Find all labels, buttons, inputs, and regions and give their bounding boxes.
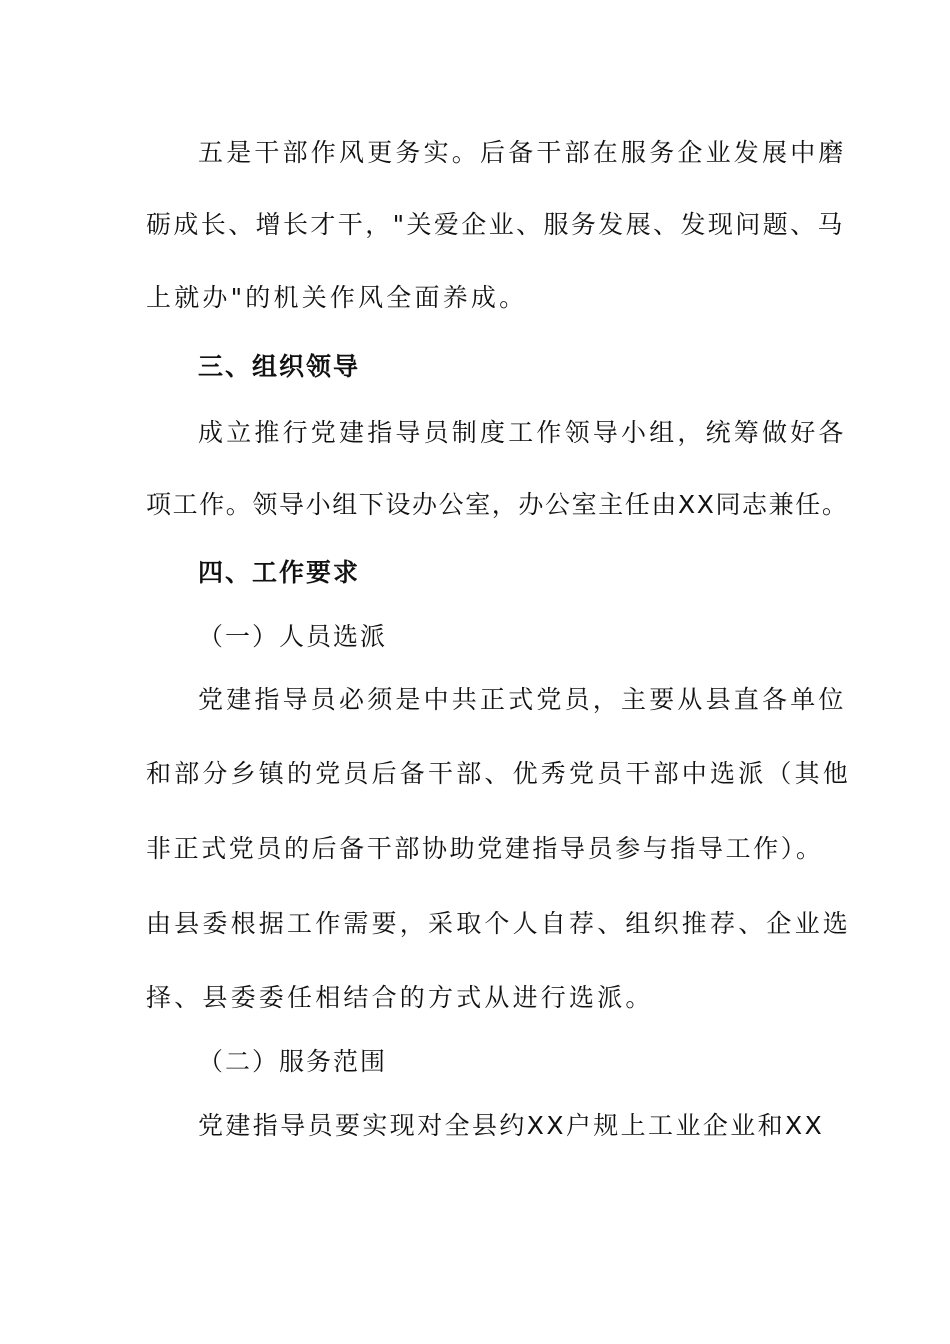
paragraph-line: 由县委根据工作需要，采取个人自荐、组织推荐、企业选 [146,909,852,938]
subsection-heading: （一）人员选派 [198,622,388,651]
paragraph-line: 成立推行党建指导员制度工作领导小组，统筹做好各 [198,418,847,447]
section-heading: 四、工作要求 [198,558,361,587]
paragraph-line: 党建指导员要实现对全县约XX户规上工业企业和XX [198,1111,825,1140]
subsection-heading: （二）服务范围 [198,1047,388,1076]
paragraph-line: 党建指导员必须是中共正式党员，主要从县直各单位 [198,685,847,714]
paragraph-line: 择、县委委任相结合的方式从进行选派。 [146,983,654,1012]
paragraph-line: 非正式党员的后备干部协助党建指导员参与指导工作）。 [146,834,824,863]
section-heading: 三、组织领导 [198,352,361,381]
paragraph-line: 和部分乡镇的党员后备干部、优秀党员干部中选派（其他 [146,759,852,788]
paragraph-line: 上就办"的机关作风全面养成。 [146,283,528,312]
paragraph-line: 砺成长、增长才干，"关爱企业、服务发展、发现问题、马 [146,210,845,239]
paragraph-line: 项工作。领导小组下设办公室，办公室主任由XX同志兼任。 [146,490,849,519]
paragraph-line: 五是干部作风更务实。后备干部在服务企业发展中磨 [198,138,847,167]
